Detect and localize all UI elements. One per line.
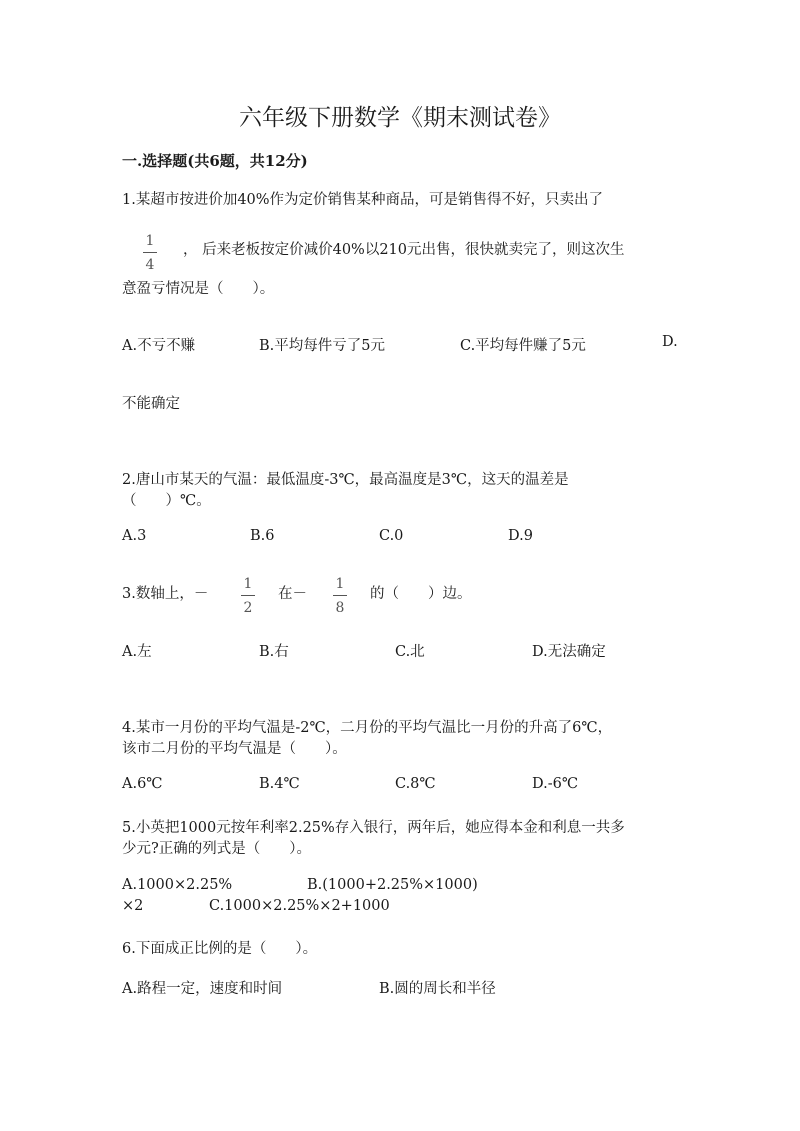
q5-option-a: A.1000×2.25% xyxy=(122,877,233,893)
q2-option-c: C.0 xyxy=(379,528,404,544)
section-header: 一.选择题(共6题，共12分) xyxy=(122,152,308,170)
q3-fraction-1-denominator: 2 xyxy=(243,600,253,616)
q1-option-b: B.平均每件亏了5元 xyxy=(259,338,385,354)
q2-option-a: A.3 xyxy=(122,528,147,544)
q5-line1: 5.小英把1000元按年利率2.25%存入银行，两年后，她应得本金和利息一共多 xyxy=(122,820,625,836)
q4-option-a: A.6℃ xyxy=(122,776,163,792)
q1-option-c: C.平均每件赚了5元 xyxy=(460,338,586,354)
q3-suffix: 的（ ）边。 xyxy=(370,586,472,602)
q1-line1: 1.某超市按进价加40%作为定价销售某种商品，可是销售得不好，只卖出了 xyxy=(122,192,604,208)
q3-option-c: C.北 xyxy=(395,644,425,660)
q4-option-d: D.-6℃ xyxy=(532,776,579,792)
q3-fraction-2-denominator: 8 xyxy=(335,600,345,616)
q3-prefix: 3.数轴上，－ xyxy=(122,586,209,602)
q4-line1: 4.某市一月份的平均气温是-2℃，二月份的平均气温比一月份的升高了6℃， xyxy=(122,720,613,736)
q6-option-a: A.路程一定，速度和时间 xyxy=(122,981,283,997)
q1-line2: ， 后来老板按定价减价40%以210元出售，很快就卖完了，则这次生 xyxy=(183,242,625,258)
q1-fraction-denominator: 4 xyxy=(145,257,155,273)
q5-option-b: B.(1000+2.25%×1000) xyxy=(307,877,478,893)
q3-fraction-1 xyxy=(241,577,255,615)
q3-option-d: D.无法确定 xyxy=(532,644,606,660)
q4-line2: 该市二月份的平均气温是（ ）。 xyxy=(122,741,347,757)
q1-option-d-continued: 不能确定 xyxy=(122,396,180,412)
q2-option-d: D.9 xyxy=(508,528,533,544)
page-title: 六年级下册数学《期末测试卷》 xyxy=(239,105,561,131)
q6-line1: 6.下面成正比例的是（ ）。 xyxy=(122,941,318,957)
q3-fraction-2-numerator: 1 xyxy=(335,576,345,592)
q2-option-b: B.6 xyxy=(250,528,275,544)
q1-fraction-numerator: 1 xyxy=(145,233,155,249)
q5-line2: 少元?正确的列式是（ ）。 xyxy=(122,841,312,857)
fraction-bar xyxy=(241,595,255,596)
q3-fraction-2 xyxy=(333,577,347,615)
q3-option-b: B.右 xyxy=(259,644,289,660)
q2-line2: （ ）℃。 xyxy=(122,493,211,509)
q4-option-c: C.8℃ xyxy=(395,776,436,792)
fraction-bar xyxy=(333,595,347,596)
q1-line3: 意盈亏情况是（ ）。 xyxy=(122,281,275,297)
q1-option-d: D. xyxy=(662,334,678,350)
q3-fraction-1-numerator: 1 xyxy=(243,576,253,592)
q3-option-a: A.左 xyxy=(122,644,152,660)
q5-option-c: C.1000×2.25%×2+1000 xyxy=(209,898,390,914)
q1-option-a: A.不亏不赚 xyxy=(122,338,196,354)
q5-option-b-continued: ×2 xyxy=(122,898,144,914)
q6-option-b: B.圆的周长和半径 xyxy=(379,981,496,997)
q1-fraction xyxy=(143,234,157,272)
fraction-bar xyxy=(143,252,157,253)
q4-option-b: B.4℃ xyxy=(259,776,300,792)
q3-middle: 在－ xyxy=(278,586,307,602)
q2-line1: 2.唐山市某天的气温：最低温度-3℃，最高温度是3℃，这天的温差是 xyxy=(122,472,569,488)
